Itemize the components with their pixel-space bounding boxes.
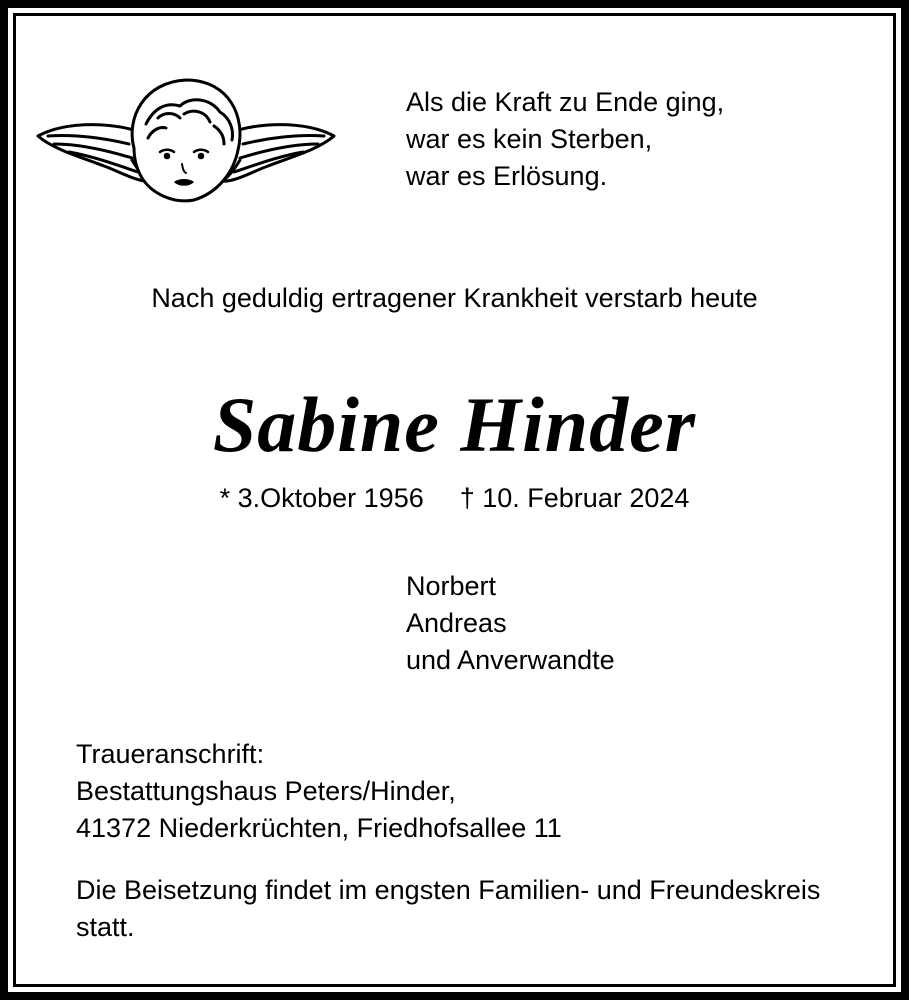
poem-line: Als die Kraft zu Ende ging, [406, 87, 725, 117]
poem-line: war es kein Sterben, [406, 124, 653, 154]
deceased-name: Sabine Hinder [212, 381, 697, 468]
poem-line: war es Erlösung. [406, 161, 608, 191]
mourner: Norbert [406, 571, 497, 601]
address-line: 41372 Niederkrüchten, Friedhofsallee 11 [76, 813, 562, 843]
mourner: Andreas [406, 608, 507, 638]
address-line: Bestattungshaus Peters/Hinder, [76, 776, 456, 806]
burial-note [76, 872, 820, 946]
mourner: und Anverwandte [406, 645, 615, 675]
death-date: † 10. Februar 2024 [459, 483, 690, 513]
birth-date: * 3.Oktober 1956 [219, 483, 424, 513]
poem [406, 84, 724, 195]
intro-text: Nach geduldig ertragener Krankheit verstarb heute [151, 283, 758, 313]
cherub-angel-icon [34, 78, 338, 208]
burial-line: Die Beisetzung findet im engsten Familien- und Freundeskreis [76, 875, 821, 905]
burial-line: statt. [76, 912, 135, 942]
life-dates [0, 480, 909, 517]
mourners [406, 568, 615, 679]
address-label: Traueranschrift: [76, 739, 265, 769]
condolence-address [76, 736, 562, 847]
